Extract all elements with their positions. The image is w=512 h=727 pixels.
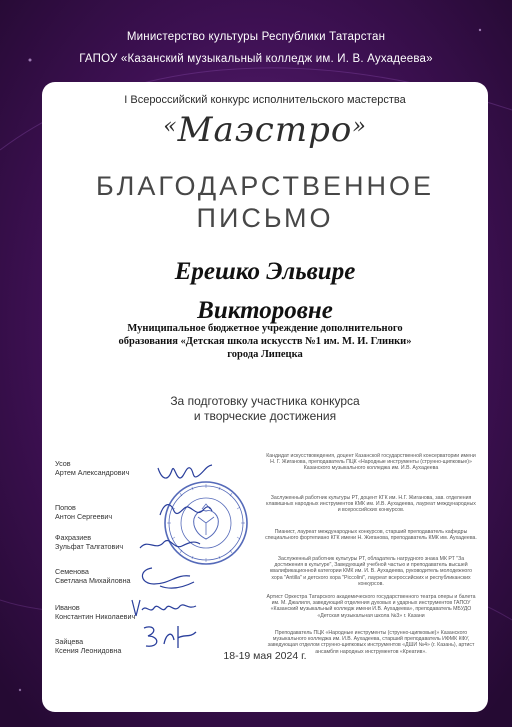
jury-member-desc: Заслуженный работник культуры РТ, обладатель нагрудного знака МК РТ "За достижения в культуре", Заведующий учебной частью и преподаватель высшей квалификационной категории КМК им. И. В. Аухадеева, руководитель молодежного хора "Antilla" и детского хора "Piccolini", лауреат всероссийских и республиканских конкурсов. (269, 556, 472, 587)
jury-member-desc: Заслуженный работник культуры РТ, доцент КГК им. Н.Г. Жиганова, зав. отделения клавишных народных инструментов КМК им. И.В. Аухадеева, лауреат международных и всероссийских конкурсов. (266, 495, 476, 514)
contest-name-text: Маэстро (177, 110, 353, 150)
signature-icon (138, 622, 202, 652)
jury-member-desc: Артист Оркестра Татарского академического государственного театра оперы и балета им. М. Джалиля, заведующий отделения духовых и ударных инструментов ГАПОУ «Казанский музыкальный колледж имени И.В. Аухадеева», преподаватель МБУДО «Детская музыкальная школа №3» г. Казани (266, 594, 476, 619)
jury-member-desc: Пианист, лауреат международных конкурсов, старший преподаватель кафедры специального фортепиано КГК имени Н. Жиганова, преподаватель КМК им. Аухадеева. (265, 529, 477, 542)
contest-title: I Всероссийский конкурс исполнительского мастерства (124, 94, 406, 106)
jury-member-name: Фахразиев Зульфат Талгатович (55, 533, 124, 551)
signature-icon (130, 562, 200, 592)
jury-member-name: Попов Антон Сергеевич (55, 503, 113, 521)
document-title-line2: ПИСЬМО (196, 203, 334, 233)
quote-open: « (163, 114, 178, 139)
signature-icon (154, 497, 216, 523)
recipient-organization: Муниципальное бюджетное учреждение дополнительного образования «Детская школа искусств №1 им. М. И. Глинки» города Липецка (118, 323, 412, 360)
signature-icon (154, 460, 216, 486)
college-header: ГАПОУ «Казанский музыкальный колледж им. И. В. Аухадеева» (79, 53, 433, 65)
certificate-card (42, 82, 488, 712)
contest-name (42, 110, 488, 150)
reason-line1: За подготовку участника конкурса (170, 394, 360, 408)
jury-member-name: Зайцева Ксения Леонидовна (55, 637, 122, 655)
ministry-header: Министерство культуры Республики Татарстан (126, 31, 386, 43)
jury-member-name: Усов Артем Александрович (55, 459, 130, 477)
recipient-name-line2: Викторовне (197, 297, 333, 324)
quote-close: » (352, 114, 367, 139)
jury-member-name: Иванов Константин Николаевич (55, 603, 136, 621)
reason-line2: и творческие достижения (193, 409, 337, 423)
jury-member-desc: Кандидат искусствоведения, доцент Казанской государственной консерватории имени Н. Г. Жиганова, преподаватель ПЦК «Народные инструменты (струнно-щипковые)» Казанского музыкального колледжа им. И.В. Аухадеева (266, 453, 476, 472)
recipient-name-line1: Ерешко Эльвире (174, 258, 356, 285)
event-dates: 18-19 мая 2024 г. (223, 650, 307, 662)
jury-member-desc: Преподаватель ПЦК «Народные инструменты (струнно-щипковые)» Казанского музыкального колледжа им. И.В. Аухадеева, старший преподаватель ИФМК КФУ, заведующая отделом струнно-щипковых инструментов «ДШИ №4» (г. Казань), артист ансамбля народных инструментов «Креатив». (267, 630, 475, 655)
document-title-line1: БЛАГОДАРСТВЕННОЕ (95, 171, 435, 201)
signature-icon (128, 594, 200, 622)
jury-member-name: Семенова Светлана Михайловна (55, 567, 131, 585)
signature-icon (134, 532, 204, 558)
